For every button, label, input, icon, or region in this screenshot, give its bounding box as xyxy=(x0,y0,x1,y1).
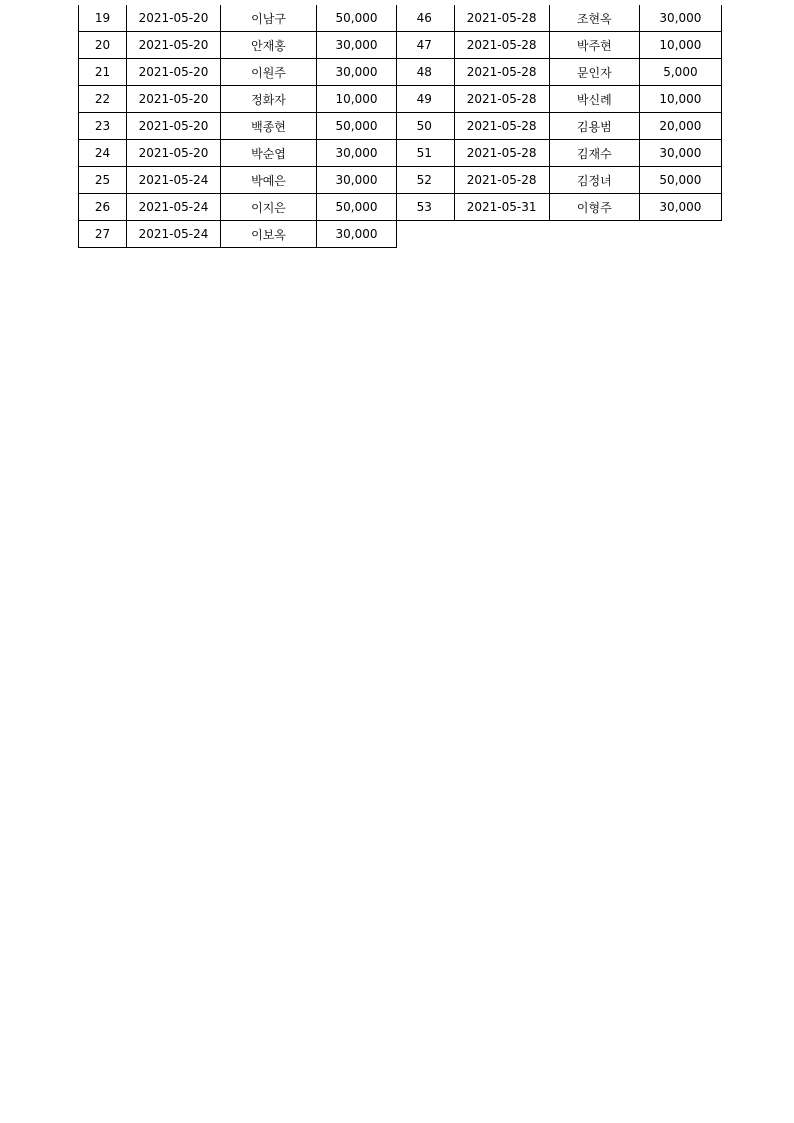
row-number: 53 xyxy=(395,194,454,221)
donation-amount: 50,000 xyxy=(317,5,397,32)
donation-table-right xyxy=(395,5,722,221)
row-number: 47 xyxy=(395,32,454,59)
donation-date: 2021-05-20 xyxy=(127,113,221,140)
table-row xyxy=(395,140,722,167)
row-number: 27 xyxy=(79,221,127,248)
table-row xyxy=(395,32,722,59)
donation-date: 2021-05-28 xyxy=(454,140,549,167)
donor-name: 박순엽 xyxy=(221,140,317,167)
table-row xyxy=(79,59,397,86)
donor-name: 김재수 xyxy=(549,140,639,167)
donation-amount: 30,000 xyxy=(317,221,397,248)
row-number: 49 xyxy=(395,86,454,113)
donor-name: 백종현 xyxy=(221,113,317,140)
donation-date: 2021-05-20 xyxy=(127,5,221,32)
donation-amount: 30,000 xyxy=(317,140,397,167)
donor-name: 안재홍 xyxy=(221,32,317,59)
row-number: 46 xyxy=(395,5,454,32)
donation-amount: 20,000 xyxy=(639,113,721,140)
donation-amount: 10,000 xyxy=(317,86,397,113)
donation-amount: 30,000 xyxy=(639,140,721,167)
donation-date: 2021-05-20 xyxy=(127,140,221,167)
table-row xyxy=(79,32,397,59)
donor-name: 이원주 xyxy=(221,59,317,86)
donor-name: 이지은 xyxy=(221,194,317,221)
donation-amount: 50,000 xyxy=(317,194,397,221)
row-number: 19 xyxy=(79,5,127,32)
row-number: 26 xyxy=(79,194,127,221)
donation-date: 2021-05-28 xyxy=(454,167,549,194)
donor-name: 정화자 xyxy=(221,86,317,113)
table-row xyxy=(79,5,397,32)
donation-date: 2021-05-28 xyxy=(454,59,549,86)
row-number: 24 xyxy=(79,140,127,167)
row-number: 23 xyxy=(79,113,127,140)
donation-amount: 30,000 xyxy=(639,194,721,221)
row-number: 22 xyxy=(79,86,127,113)
table-row xyxy=(79,221,397,248)
donation-amount: 10,000 xyxy=(639,86,721,113)
donor-name: 김정녀 xyxy=(549,167,639,194)
donor-name: 박예은 xyxy=(221,167,317,194)
donor-name: 이형주 xyxy=(549,194,639,221)
donation-amount: 50,000 xyxy=(317,113,397,140)
donation-amount: 30,000 xyxy=(317,59,397,86)
donor-name: 이보옥 xyxy=(221,221,317,248)
donation-table-left xyxy=(78,5,397,248)
donation-date: 2021-05-31 xyxy=(454,194,549,221)
donation-amount: 10,000 xyxy=(639,32,721,59)
table-row xyxy=(395,113,722,140)
donation-date: 2021-05-20 xyxy=(127,86,221,113)
donation-amount: 5,000 xyxy=(639,59,721,86)
donor-name: 김용범 xyxy=(549,113,639,140)
row-number: 20 xyxy=(79,32,127,59)
row-number: 50 xyxy=(395,113,454,140)
donor-name: 문인자 xyxy=(549,59,639,86)
donation-amount: 50,000 xyxy=(639,167,721,194)
row-number: 51 xyxy=(395,140,454,167)
donation-amount: 30,000 xyxy=(317,32,397,59)
donor-name: 박주현 xyxy=(549,32,639,59)
donation-amount: 30,000 xyxy=(639,5,721,32)
donation-date: 2021-05-28 xyxy=(454,5,549,32)
table-row xyxy=(395,167,722,194)
table-row xyxy=(79,113,397,140)
donation-date: 2021-05-28 xyxy=(454,113,549,140)
donor-name: 박신례 xyxy=(549,86,639,113)
table-row xyxy=(395,59,722,86)
table-row xyxy=(79,86,397,113)
table-row xyxy=(79,167,397,194)
table-row xyxy=(79,194,397,221)
donation-date: 2021-05-20 xyxy=(127,59,221,86)
table-row xyxy=(395,5,722,32)
donation-date: 2021-05-28 xyxy=(454,86,549,113)
row-number: 52 xyxy=(395,167,454,194)
row-number: 48 xyxy=(395,59,454,86)
row-number: 21 xyxy=(79,59,127,86)
donation-date: 2021-05-24 xyxy=(127,194,221,221)
donation-date: 2021-05-20 xyxy=(127,32,221,59)
donor-name: 이남구 xyxy=(221,5,317,32)
table-row xyxy=(395,86,722,113)
donation-date: 2021-05-24 xyxy=(127,167,221,194)
row-number: 25 xyxy=(79,167,127,194)
donor-name: 조현옥 xyxy=(549,5,639,32)
table-row xyxy=(79,140,397,167)
table-row xyxy=(395,194,722,221)
donation-amount: 30,000 xyxy=(317,167,397,194)
donation-date: 2021-05-24 xyxy=(127,221,221,248)
donation-date: 2021-05-28 xyxy=(454,32,549,59)
